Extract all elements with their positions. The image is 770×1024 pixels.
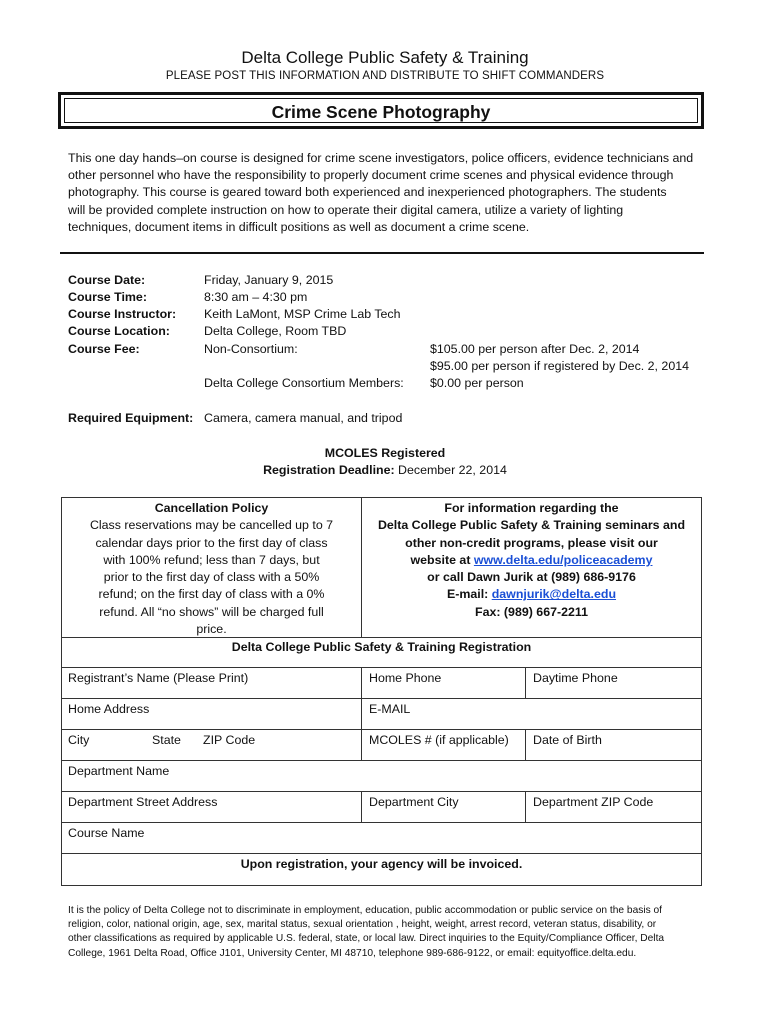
policy-line: College, 1961 Delta Road, Office J101, University Center, MI 48710, telephone 989-686-9122, or email: equityoffice.delta.edu.	[68, 947, 637, 959]
divider	[60, 252, 704, 254]
fee-consortium-label: Delta College Consortium Members:	[204, 376, 404, 390]
intro-line: photography. This course is geared toward both experienced and inexperienced photographers. The students	[68, 185, 667, 200]
cancellation-line: price.	[196, 622, 227, 637]
info-fax: Fax: (989) 667-2211	[475, 604, 588, 619]
website-link[interactable]: www.delta.edu/policeacademy	[473, 552, 653, 567]
divider	[62, 698, 701, 699]
department-name-field[interactable]: Department Name	[68, 764, 170, 778]
cancellation-line: prior to the first day of class with a 50%	[103, 570, 320, 585]
divider	[62, 729, 701, 730]
state-field[interactable]: State	[152, 733, 181, 747]
registrant-name-field[interactable]: Registrant’s Name (Please Print)	[68, 671, 249, 685]
divider	[62, 822, 701, 823]
course-instructor: Keith LaMont, MSP Crime Lab Tech	[204, 307, 401, 321]
policy-line: religion, color, national origin, age, sex, marital status, sexual orientation , height, weight, arrest record, veteran status, disability, or	[68, 919, 657, 931]
course-time-label: Course Time:	[68, 290, 147, 304]
post-notice: PLEASE POST THIS INFORMATION AND DISTRIBUTE TO SHIFT COMMANDERS	[165, 70, 605, 82]
info-block	[362, 500, 701, 621]
intro-line: This one day hands–on course is designed for crime scene investigators, police officers, evidence technicians and	[68, 151, 694, 165]
course-time: 8:30 am – 4:30 pm	[204, 290, 308, 304]
department-street-field[interactable]: Department Street Address	[68, 795, 218, 809]
course-fee-label: Course Fee:	[68, 342, 140, 356]
intro-line: will be provided complete instruction on how to operate their digital camera, utilize a variety of lighting	[68, 202, 624, 217]
cancellation-line: calendar days prior to the first day of class	[95, 535, 328, 550]
course-location-label: Course Location:	[68, 324, 170, 338]
divider	[525, 791, 526, 822]
course-description	[68, 150, 708, 236]
fee-price-after: $105.00 per person after Dec. 2, 2014	[430, 342, 640, 356]
course-name-field[interactable]: Course Name	[68, 826, 145, 840]
course-instructor-label: Course Instructor:	[68, 307, 177, 321]
department-city-field[interactable]: Department City	[369, 795, 459, 809]
deadline-label: Registration Deadline:	[263, 463, 395, 477]
home-address-field[interactable]: Home Address	[68, 702, 150, 716]
divider	[361, 667, 362, 760]
registration-heading: Delta College Public Safety & Training Registration	[231, 640, 532, 654]
required-equipment-label: Required Equipment:	[68, 411, 194, 425]
cancellation-policy	[62, 500, 361, 638]
info-line: or call Dawn Jurik at (989) 686-9176	[427, 570, 636, 585]
info-website-line	[362, 552, 701, 569]
cancellation-line: with 100% refund; less than 7 days, but	[103, 552, 320, 567]
info-line: For information regarding the	[444, 501, 619, 515]
home-phone-field[interactable]: Home Phone	[369, 671, 442, 685]
deadline-date: December 22, 2014	[398, 463, 507, 477]
info-email-line	[362, 586, 701, 603]
info-line: Delta College Public Safety & Training seminars and	[377, 518, 686, 533]
course-date: Friday, January 9, 2015	[204, 273, 334, 287]
intro-line: other personnel who have the responsibility to properly document crime scenes and physical evidence through	[68, 168, 674, 183]
mcoles-registered: MCOLES Registered	[324, 446, 446, 460]
cancellation-line: refund. All “no shows” will be charged full	[99, 604, 324, 619]
course-date-label: Course Date:	[68, 273, 146, 287]
course-location: Delta College, Room TBD	[204, 324, 347, 338]
divider	[62, 853, 701, 854]
city-field[interactable]: City	[68, 733, 90, 747]
registration-deadline	[0, 463, 770, 477]
cancellation-line: refund; on the first day of class with a 0%	[98, 587, 325, 602]
divider	[361, 791, 362, 822]
department-zip-field[interactable]: Department ZIP Code	[533, 795, 654, 809]
info-line: other non-credit programs, please visit our	[405, 535, 658, 550]
nondiscrimination-policy	[68, 904, 693, 961]
cancellation-line: Class reservations may be cancelled up to 7	[89, 518, 334, 533]
date-of-birth-field[interactable]: Date of Birth	[533, 733, 602, 747]
invoice-note: Upon registration, your agency will be invoiced.	[240, 857, 523, 871]
daytime-phone-field[interactable]: Daytime Phone	[533, 671, 618, 685]
divider	[62, 667, 701, 668]
page-title: Crime Scene Photography	[271, 102, 491, 122]
fee-price-consortium: $0.00 per person	[430, 376, 524, 390]
fee-price-early: $95.00 per person if registered by Dec. 2, 2014	[430, 359, 689, 373]
mcoles-number-field[interactable]: MCOLES # (if applicable)	[369, 733, 509, 747]
intro-line: techniques, document items in difficult positions as well as document a crime scene.	[68, 219, 530, 234]
divider	[62, 791, 701, 792]
fee-nonconsortium-label: Non-Consortium:	[204, 342, 298, 356]
email-field[interactable]: E-MAIL	[369, 702, 411, 716]
policy-line: other classifications as required by applicable U.S. federal, state, or local law. Direct inquiries to the Equity/Compliance Officer, Delta	[68, 933, 665, 945]
policy-line: It is the policy of Delta College not to discriminate in employment, education, public accommodation or public service on the basis of	[68, 905, 663, 916]
info-website-prefix: website at	[410, 552, 474, 567]
email-label: E-mail:	[446, 587, 492, 602]
divider	[62, 760, 701, 761]
zip-field[interactable]: ZIP Code	[203, 733, 256, 747]
cancellation-heading: Cancellation Policy	[154, 501, 269, 515]
required-equipment: Camera, camera manual, and tripod	[204, 411, 403, 425]
email-link[interactable]: dawnjurik@delta.edu	[491, 587, 617, 602]
org-name: Delta College Public Safety & Training	[241, 48, 529, 67]
divider	[525, 667, 526, 698]
divider	[525, 729, 526, 760]
